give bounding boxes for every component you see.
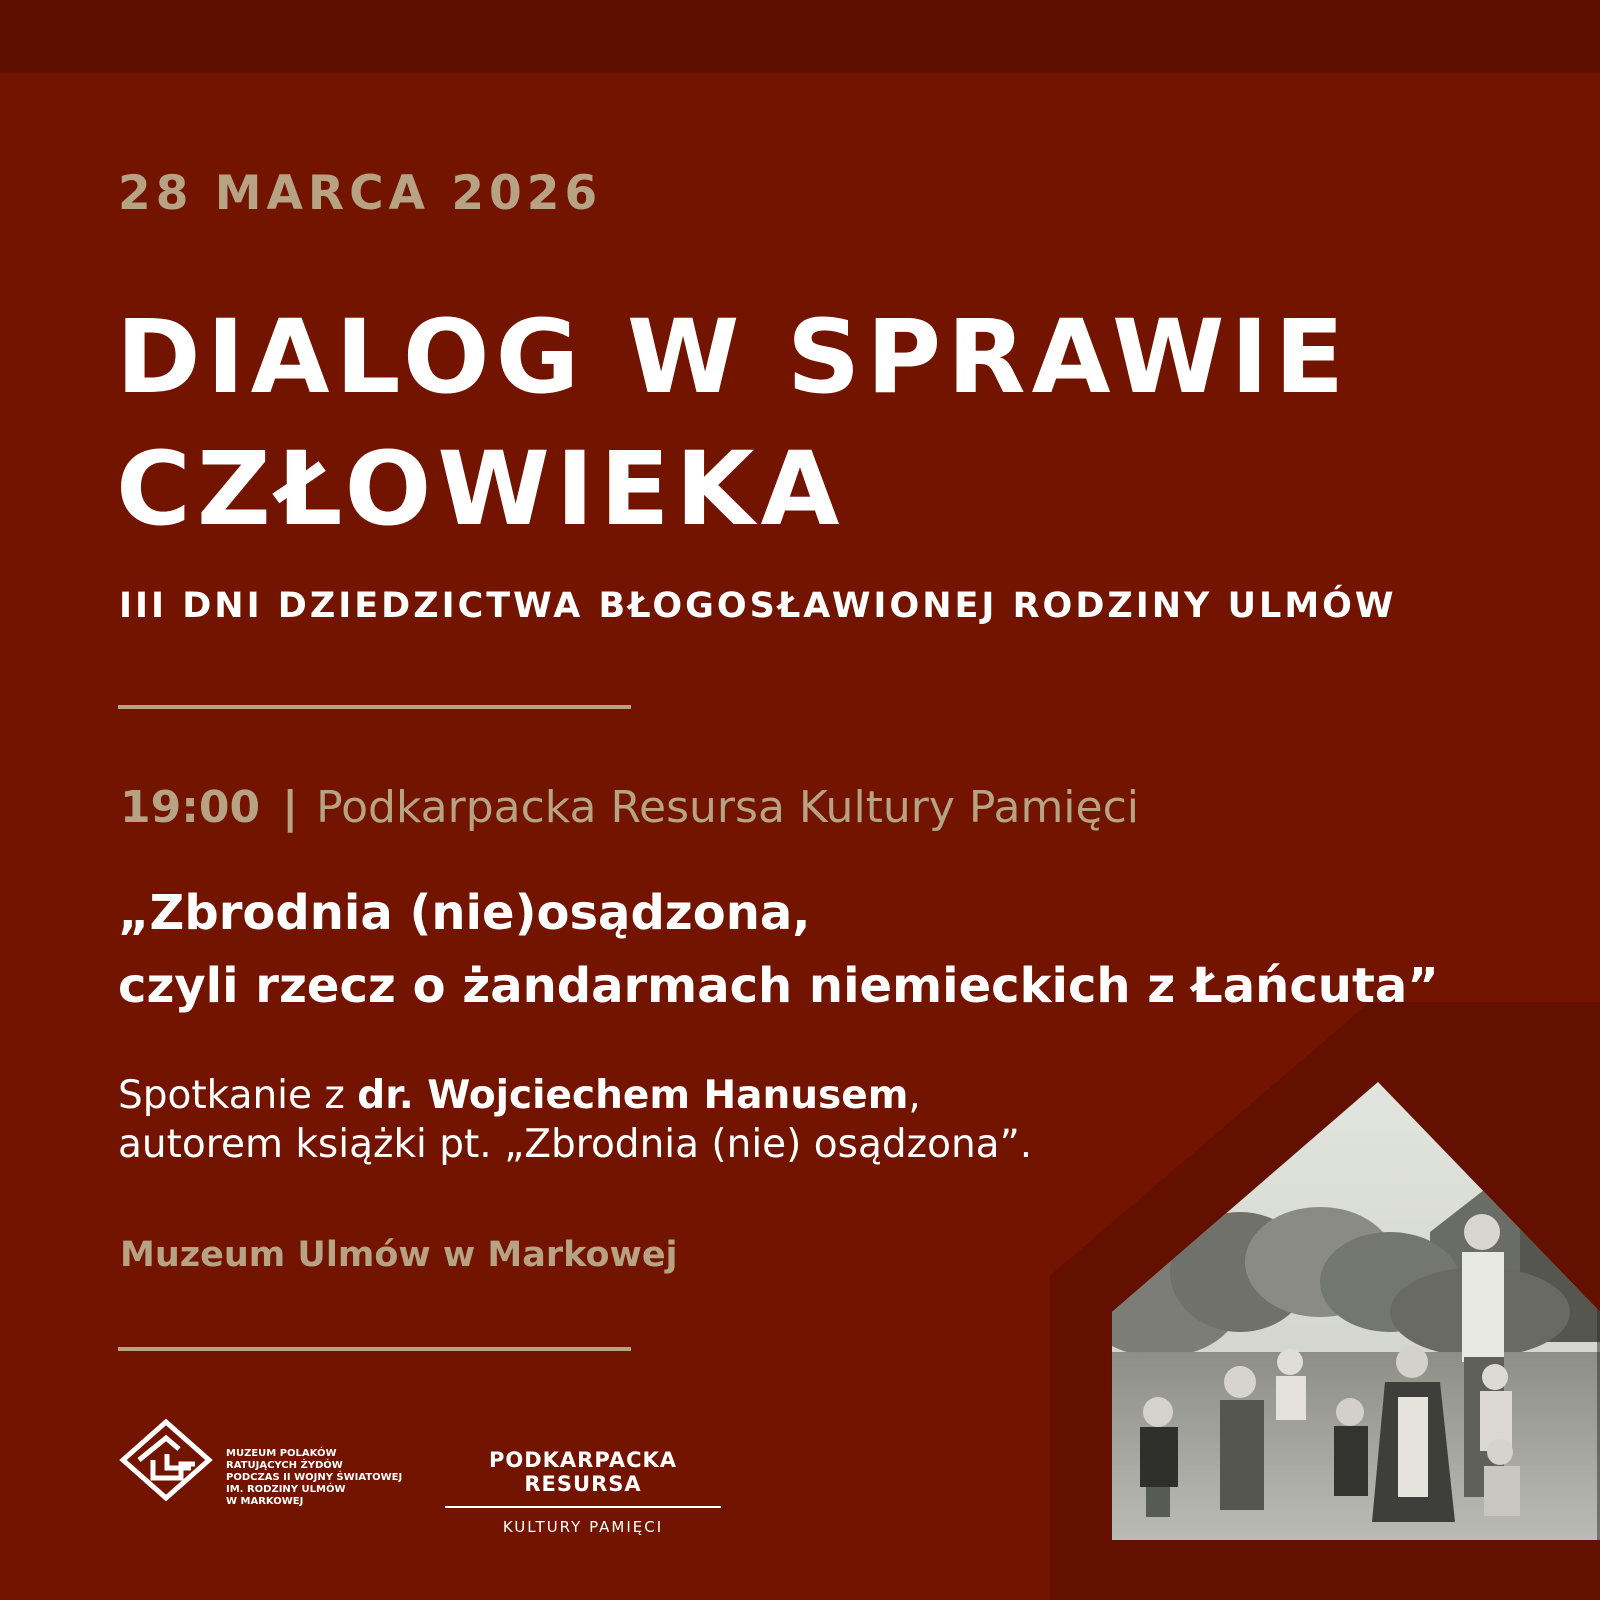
event-time: 19:00 [120, 782, 261, 833]
time-and-organizer [120, 782, 1139, 833]
time-separator: | [282, 782, 299, 833]
museum-logo-line-2: RATUJĄCYCH ŻYDÓW [226, 1460, 343, 1471]
museum-logo-line-1: MUZEUM POLAKÓW [226, 1448, 337, 1459]
event-date: 28 MARCA 2026 [118, 166, 603, 221]
resursa-logo-rule [445, 1506, 721, 1508]
museum-house-logo-icon [119, 1418, 213, 1502]
museum-logo-line-3: PODCZAS II WOJNY ŚWIATOWEJ [226, 1472, 403, 1483]
meeting-line-1 [118, 1071, 1032, 1120]
resursa-logo-top: PODKARPACKA RESURSA [488, 1448, 678, 1496]
lecture-title-line-1: „Zbrodnia (nie)osądzona, [118, 885, 811, 941]
divider-bottom [118, 1347, 631, 1351]
resursa-logo-bottom: KULTURY PAMIĘCI [502, 1518, 664, 1536]
museum-logo-line-4: IM. RODZINY ULMÓW [226, 1484, 346, 1495]
museum-logo-line-5: W MARKOWEJ [226, 1496, 304, 1507]
meeting-prefix: Spotkanie z [118, 1073, 358, 1118]
event-title [116, 292, 1350, 556]
lecture-title-line-2: czyli rzecz o żandarmach niemieckich z Łańcuta” [118, 958, 1439, 1014]
meeting-description [118, 1071, 1032, 1169]
event-subtitle: III DNI DZIEDZICTWA BŁOGOSŁAWIONEJ RODZINY ULMÓW [119, 586, 1397, 626]
resursa-logo [445, 1448, 721, 1536]
museum-logo-text [226, 1448, 402, 1508]
event-title-line-2: CZŁOWIEKA [116, 430, 846, 549]
event-venue: Muzeum Ulmów w Markowej [120, 1235, 678, 1275]
organizer-name: Podkarpacka Resursa Kultury Pamięci [316, 782, 1140, 833]
top-band [0, 0, 1600, 73]
family-photo-icon [1050, 1002, 1600, 1600]
divider-top [118, 705, 631, 709]
meeting-line-2: autorem książki pt. „Zbrodnia (nie) osądzona”. [118, 1122, 1033, 1167]
event-title-line-1: DIALOG W SPRAWIE [116, 298, 1351, 417]
meeting-suffix: , [908, 1073, 921, 1118]
meeting-guest: dr. Wojciechem Hanusem [357, 1073, 909, 1118]
